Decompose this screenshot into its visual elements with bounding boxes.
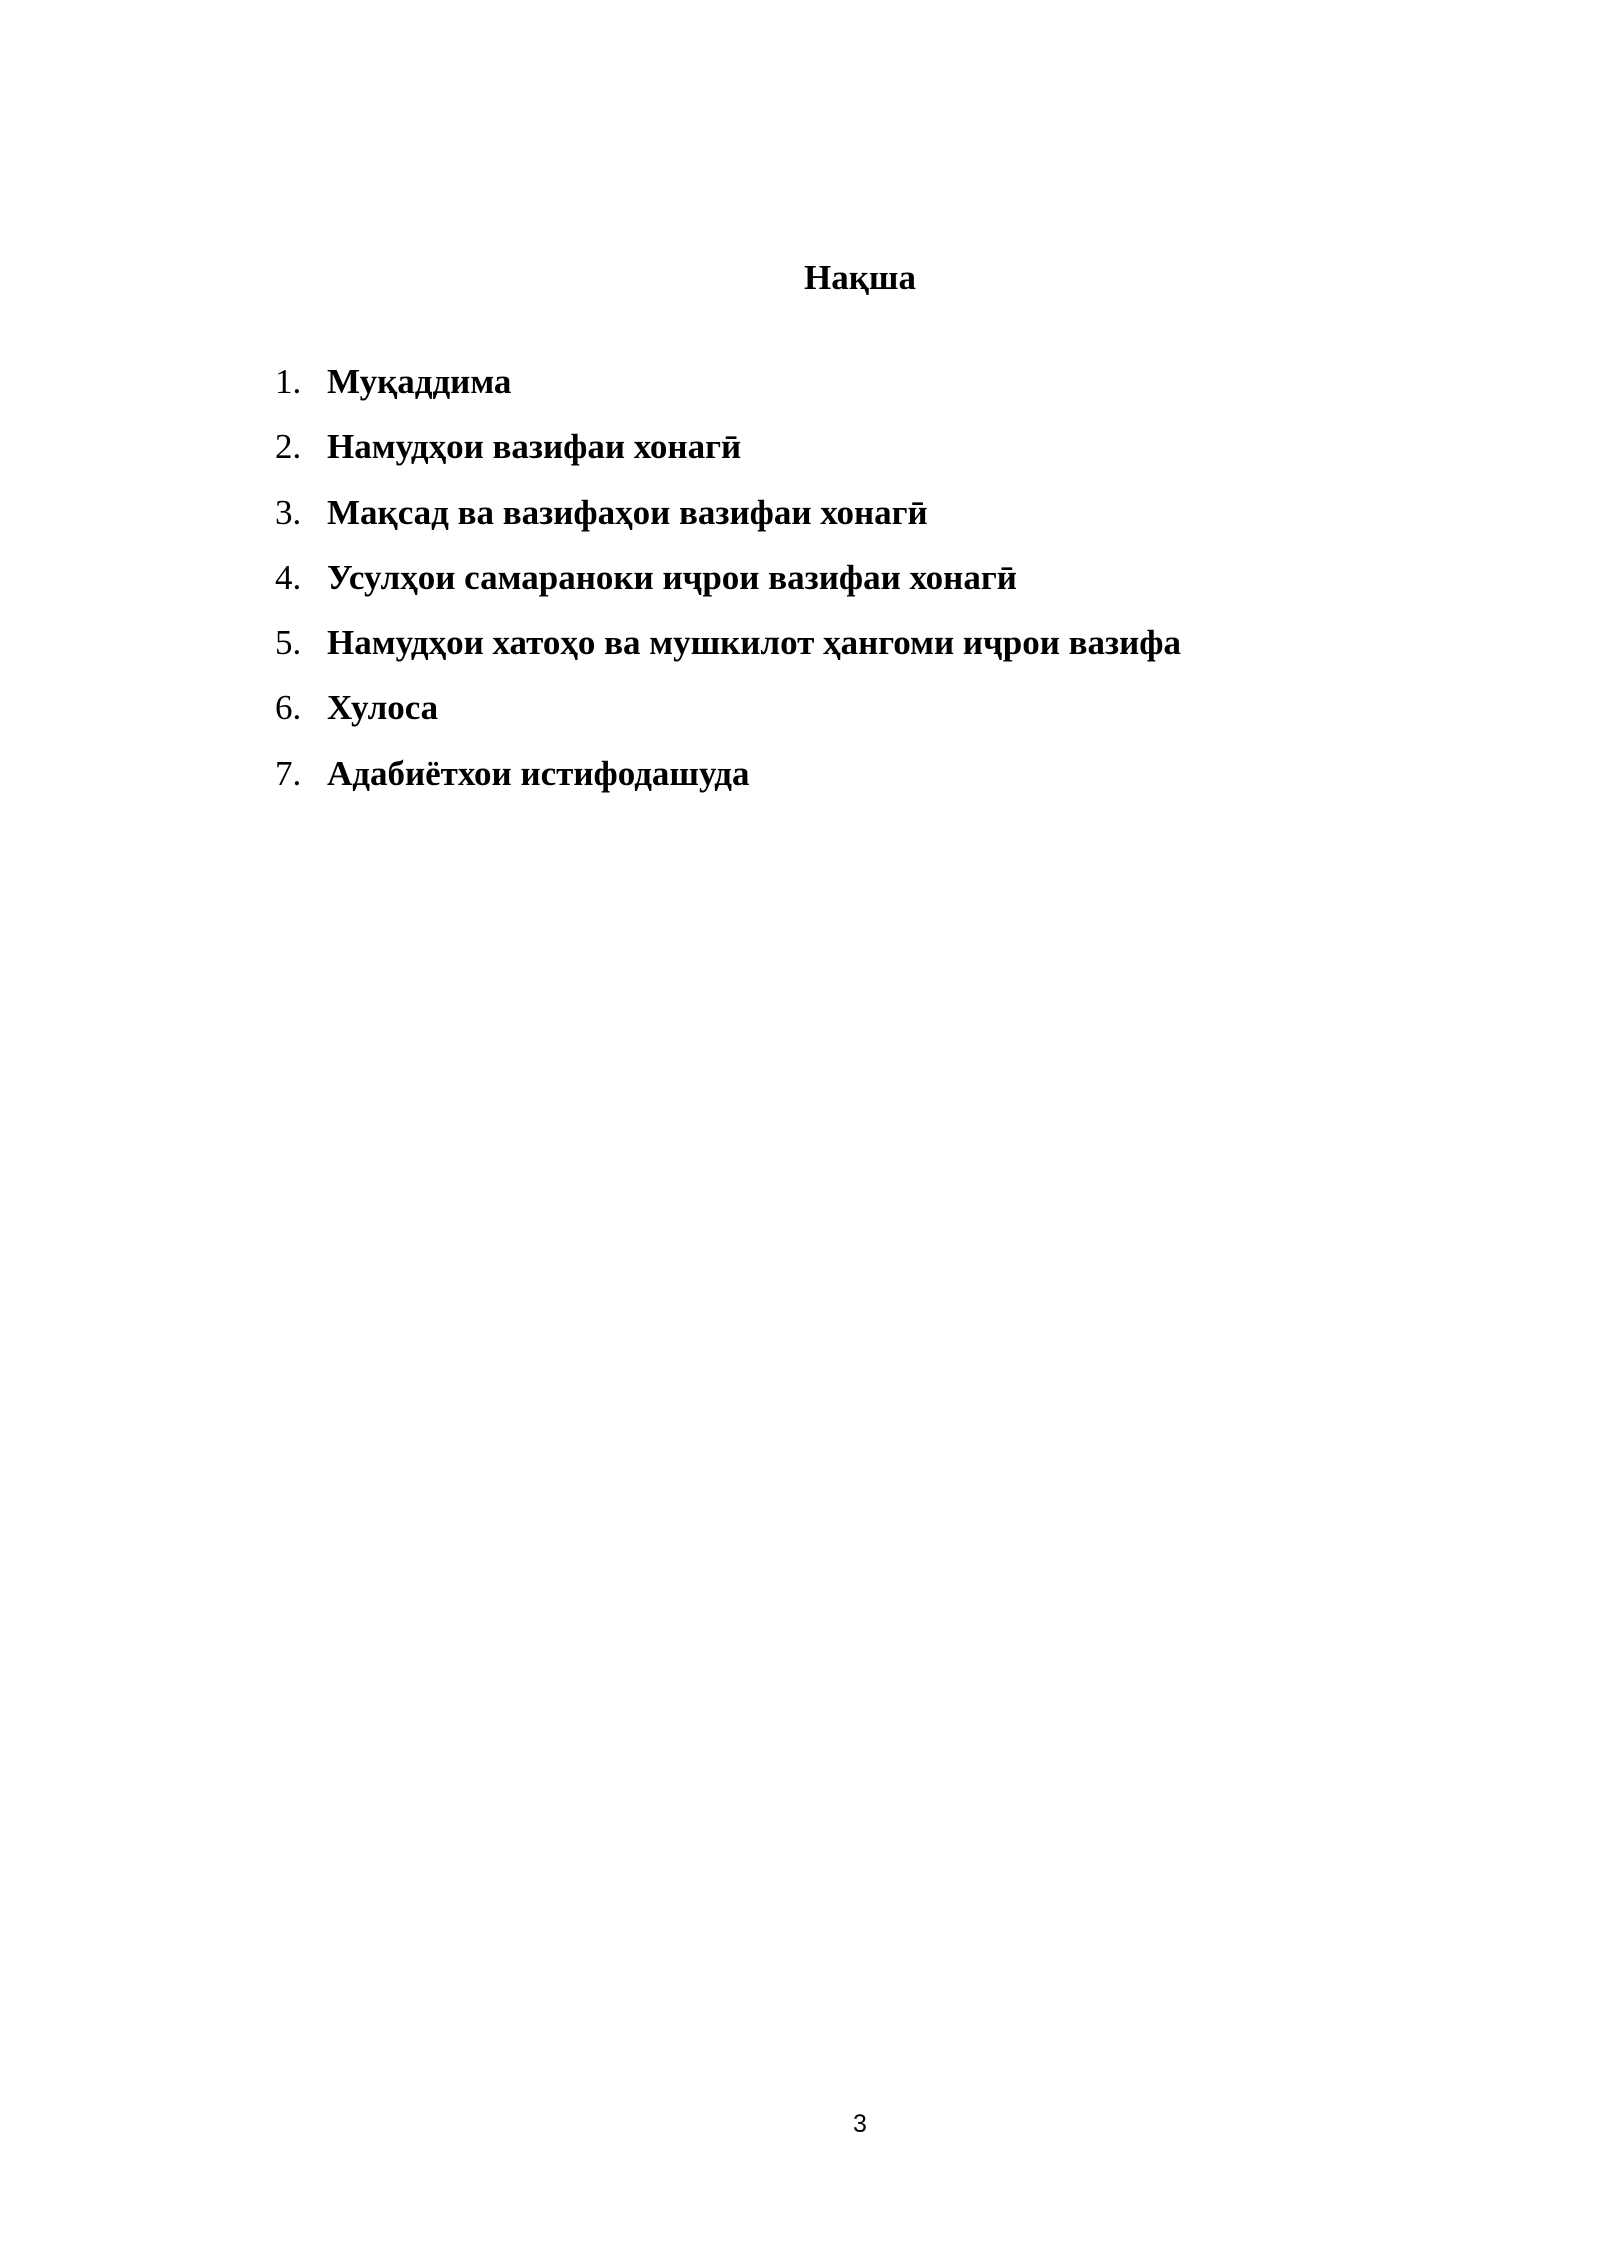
table-of-contents — [275, 358, 1475, 815]
toc-item-text: Адабиётхои истифодашуда — [327, 753, 750, 793]
toc-item-text: Усулҳои самараноки иҷрои вазифаи хонагӣ — [327, 557, 1017, 597]
toc-item-5 — [275, 619, 1475, 684]
toc-item-text: Мақсад ва вазифаҳои вазифаи хонагӣ — [327, 492, 928, 532]
page-title: Нақша — [804, 258, 916, 297]
toc-item-3 — [275, 489, 1475, 554]
toc-item-number: 4. — [275, 557, 302, 597]
toc-item-6 — [275, 684, 1475, 749]
toc-item-1 — [275, 358, 1475, 423]
toc-item-number: 1. — [275, 362, 302, 401]
toc-item-4 — [275, 554, 1475, 619]
toc-item-number: 5. — [275, 623, 302, 663]
toc-item-number: 3. — [275, 492, 302, 532]
toc-item-text: Намудҳои вазифаи хонагӣ — [327, 427, 742, 467]
toc-item-number: 2. — [275, 427, 302, 467]
toc-item-number: 6. — [275, 688, 302, 728]
toc-item-2 — [275, 423, 1475, 488]
page-number: 3 — [853, 2110, 867, 2138]
toc-item-text: Хулоса — [327, 688, 439, 728]
toc-item-text: Намудҳои хатоҳо ва мушкилот ҳангоми иҷрои вазифа — [327, 623, 1181, 663]
toc-item-number: 7. — [275, 753, 302, 793]
toc-item-7 — [275, 750, 1475, 815]
toc-item-text: Муқаддима — [327, 362, 512, 401]
